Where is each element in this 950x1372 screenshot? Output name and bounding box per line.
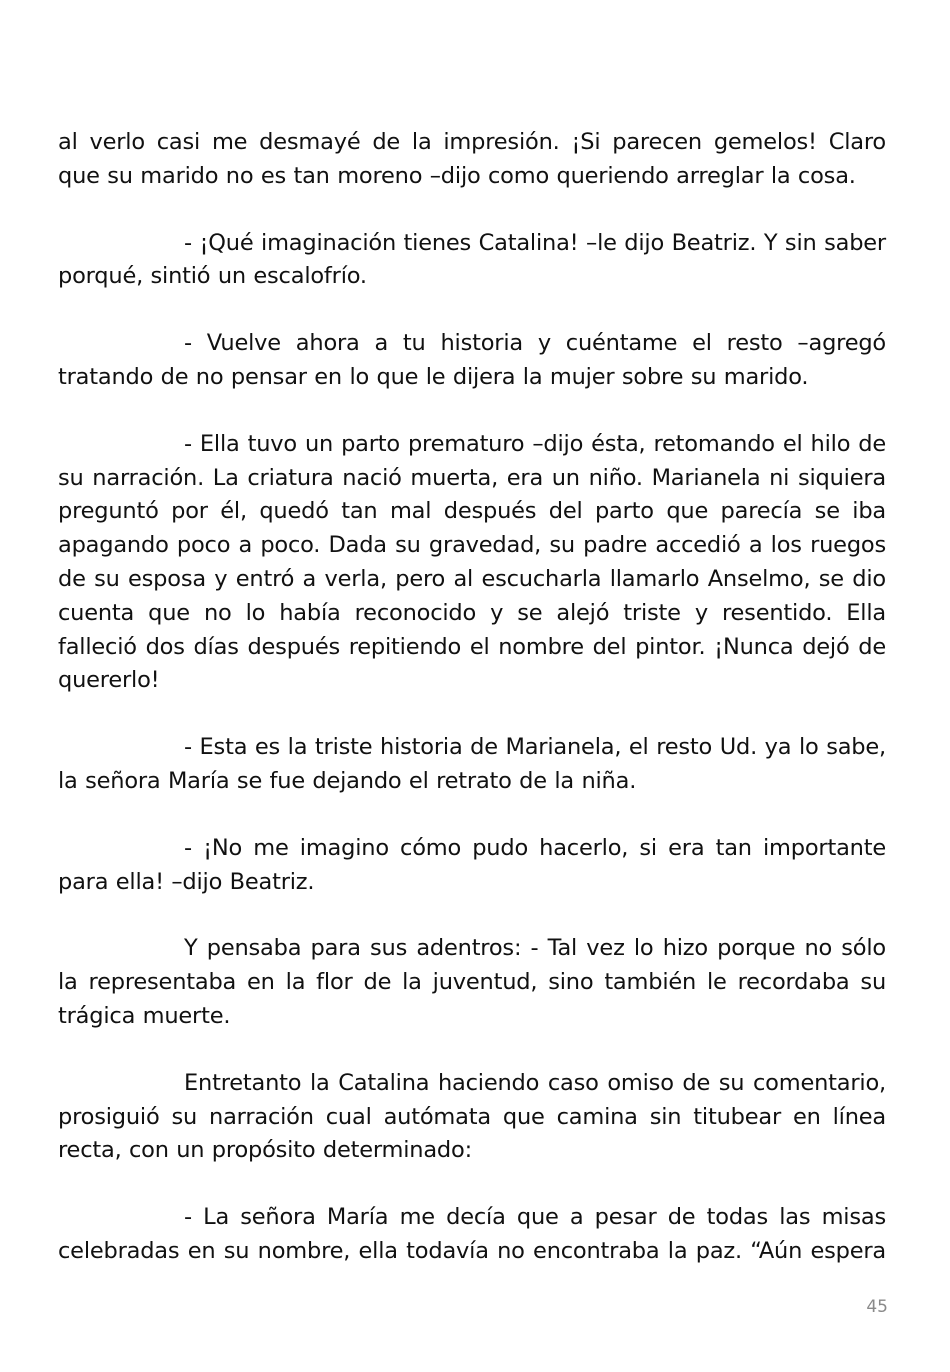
paragraph-7: Y pensaba para sus adentros: - Tal vez lo hizo porque no sólo la representaba en la flor de la juventud, sino también le recordaba su trágica muerte. (58, 935, 886, 1029)
paragraph-8: Entretanto la Catalina haciendo caso omiso de su comentario, prosiguió su narración cual autómata que camina sin titubear en línea recta, con un propósito determinado: (58, 1069, 886, 1164)
paragraph-5: - Esta es la triste historia de Marianela, el resto Ud. ya lo sabe, la señora María se fue dejando el retrato de la niña. (58, 734, 886, 794)
paragraph-9: - La señora María me decía que a pesar de todas las misas celebradas en su nombre, ella todavía no encontraba la paz. “Aún espera (58, 1204, 886, 1264)
page-number: 45 (866, 1297, 888, 1317)
body-text (58, 126, 886, 1302)
paragraph-1: al verlo casi me desmayé de la impresión. ¡Si parecen gemelos! Claro que su marido no es tan moreno –dijo como queriendo arreglar la cosa. (58, 129, 886, 189)
paragraph-4: - Ella tuvo un parto prematuro –dijo ésta, retomando el hilo de su narración. La criatura nació muerta, era un niño. Marianela ni siquiera preguntó por él, quedó tan mal después del parto que parecía se iba apagando poco a poco. Dada su gravedad, su padre accedió a los ruegos de su esposa y entró a verla, pero al escucharla llamarlo Anselmo, se dio cuenta que no lo había reconocido y se alejó triste y resentido. Ella falleció dos días después repitiendo el nombre del pintor. ¡Nunca dejó de quererlo! (58, 430, 886, 694)
paragraph-2: - ¡Qué imaginación tienes Catalina! –le dijo Beatriz. Y sin saber porqué, sintió un escalofrío. (58, 229, 886, 290)
paragraph-3: - Vuelve ahora a tu historia y cuéntame el resto –agregó tratando de no pensar en lo que le dijera la mujer sobre su marido. (58, 330, 886, 390)
paragraph-6: - ¡No me imagino cómo pudo hacerlo, si era tan importante para ella! –dijo Beatriz. (58, 834, 886, 895)
